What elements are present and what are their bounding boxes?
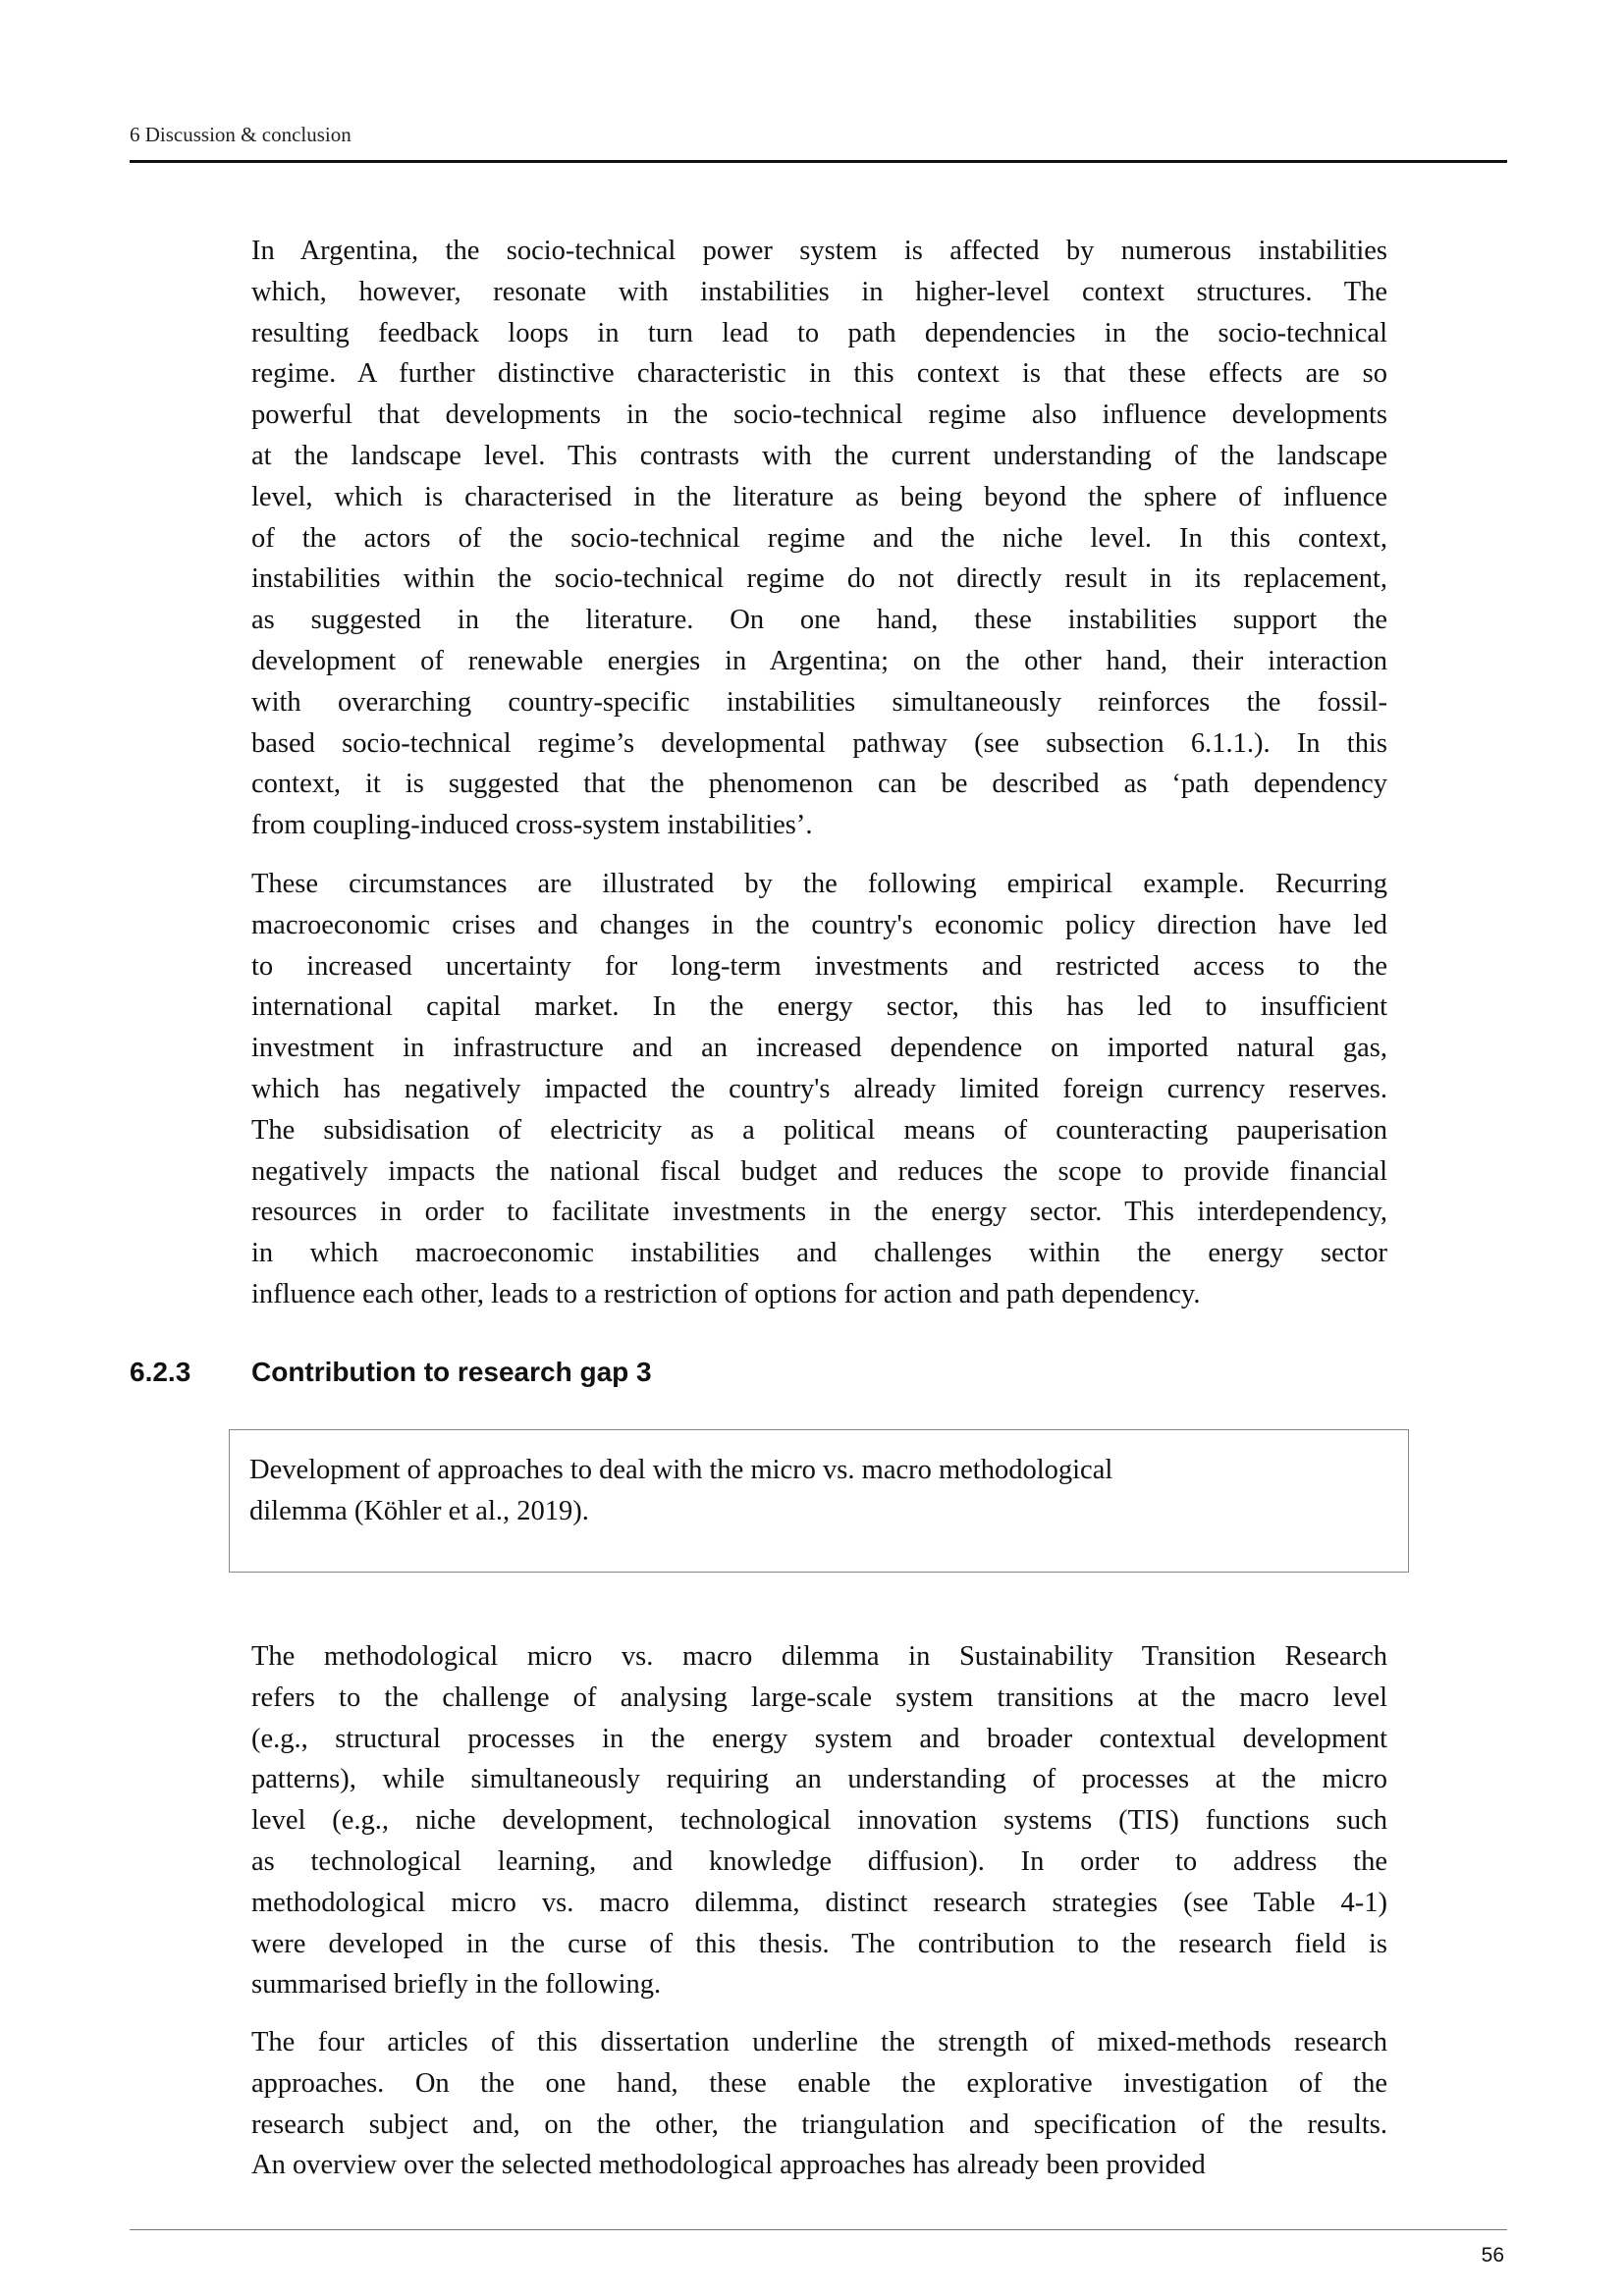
text-line: The four articles of this dissertation underline the strength of mixed-methods research	[251, 2027, 1387, 2057]
text-line: to increased uncertainty for long-term investments and restricted access to the	[251, 950, 1387, 982]
section-number: 6.2.3	[130, 1357, 191, 1387]
text-line: methodological micro vs. macro dilemma, distinct research strategies (see Table 4-1)	[251, 1887, 1387, 1918]
text-line: which has negatively impacted the country's already limited foreign currency reserves.	[251, 1073, 1387, 1104]
text-line: were developed in the curse of this thesis. The contribution to the research field is	[251, 1928, 1387, 1959]
text-line: dilemma (Köhler et al., 2019).	[249, 1495, 589, 1526]
text-line: An overview over the selected methodological approaches has already been provided	[251, 2150, 1206, 2181]
text-line: which, however, resonate with instabilities in higher-level context structures. The	[251, 276, 1387, 307]
text-line: These circumstances are illustrated by the following empirical example. Recurring	[251, 869, 1387, 899]
research-gap-text	[249, 1450, 1329, 1532]
text-line: level, which is characterised in the literature as being beyond the sphere of influence	[251, 481, 1387, 512]
text-line: The methodological micro vs. macro dilemma in Sustainability Transition Research	[251, 1641, 1387, 1672]
paragraph	[251, 231, 1387, 846]
section-title: Contribution to research gap 3	[251, 1357, 652, 1387]
research-gap-box	[229, 1429, 1409, 1573]
text-line: as suggested in the literature. On one hand, these instabilities support the	[251, 605, 1387, 636]
text-line: The subsidisation of electricity as a political means of counteracting pauperisation	[251, 1114, 1387, 1146]
text-line: of the actors of the socio-technical regime and the niche level. In this context,	[251, 522, 1387, 554]
text-line: negatively impacts the national fiscal budget and reduces the scope to provide financial	[251, 1155, 1387, 1187]
paragraph	[251, 2022, 1387, 2186]
text-line: resulting feedback loops in turn lead to path dependencies in the socio-technical	[251, 317, 1387, 348]
text-line: development of renewable energies in Argentina; on the other hand, their interaction	[251, 645, 1387, 676]
text-line: approaches. On the one hand, these enable the explorative investigation of the	[251, 2067, 1387, 2099]
text-line: based socio-technical regime’s developmental pathway (see subsection 6.1.1.). In this	[251, 727, 1387, 759]
text-line: macroeconomic crises and changes in the country's economic policy direction have led	[251, 909, 1387, 940]
text-line: from coupling-induced cross-system instabilities’.	[251, 810, 813, 841]
text-line: In Argentina, the socio-technical power system is affected by numerous instabilities	[251, 236, 1387, 266]
text-line: summarised briefly in the following.	[251, 1969, 662, 2001]
text-line: level (e.g., niche development, technological innovation systems (TIS) functions such	[251, 1805, 1387, 1837]
text-line: regime. A further distinctive characteristic in this context is that these effects are so	[251, 358, 1387, 390]
text-line: as technological learning, and knowledge diffusion). In order to address the	[251, 1845, 1387, 1877]
text-line: context, it is suggested that the phenomenon can be described as ‘path dependency	[251, 769, 1387, 800]
footer-rule	[130, 2229, 1507, 2230]
text-line: research subject and, on the other, the triangulation and specification of the results.	[251, 2109, 1387, 2140]
text-line: (e.g., structural processes in the energy system and broader contextual development	[251, 1723, 1387, 1754]
text-line: refers to the challenge of analysing large-scale system transitions at the macro level	[251, 1682, 1387, 1713]
text-line: Development of approaches to deal with the micro vs. macro methodological	[249, 1455, 1113, 1485]
text-line: instabilities within the socio-technical regime do not directly result in its replacement,	[251, 563, 1387, 595]
running-header: 6 Discussion & conclusion	[130, 123, 352, 146]
text-line: international capital market. In the energy sector, this has led to insufficient	[251, 991, 1387, 1023]
text-line: in which macroeconomic instabilities and challenges within the energy sector	[251, 1238, 1387, 1269]
text-line: patterns), while simultaneously requiring an understanding of processes at the micro	[251, 1764, 1387, 1795]
section-heading	[130, 1357, 652, 1388]
paragraph	[251, 1636, 1387, 2005]
page-number: 56	[1481, 2244, 1504, 2267]
text-line: investment in infrastructure and an increased dependence on imported natural gas,	[251, 1033, 1387, 1064]
header-rule	[130, 160, 1507, 163]
text-line: at the landscape level. This contrasts with the current understanding of the landscape	[251, 440, 1387, 471]
paragraph	[251, 864, 1387, 1315]
text-line: powerful that developments in the socio-technical regime also influence developments	[251, 400, 1387, 431]
text-line: influence each other, leads to a restriction of options for action and path dependency.	[251, 1278, 1201, 1309]
text-line: resources in order to facilitate investments in the energy sector. This interdependency,	[251, 1197, 1387, 1228]
text-line: with overarching country-specific instabilities simultaneously reinforces the fossil-	[251, 686, 1387, 718]
